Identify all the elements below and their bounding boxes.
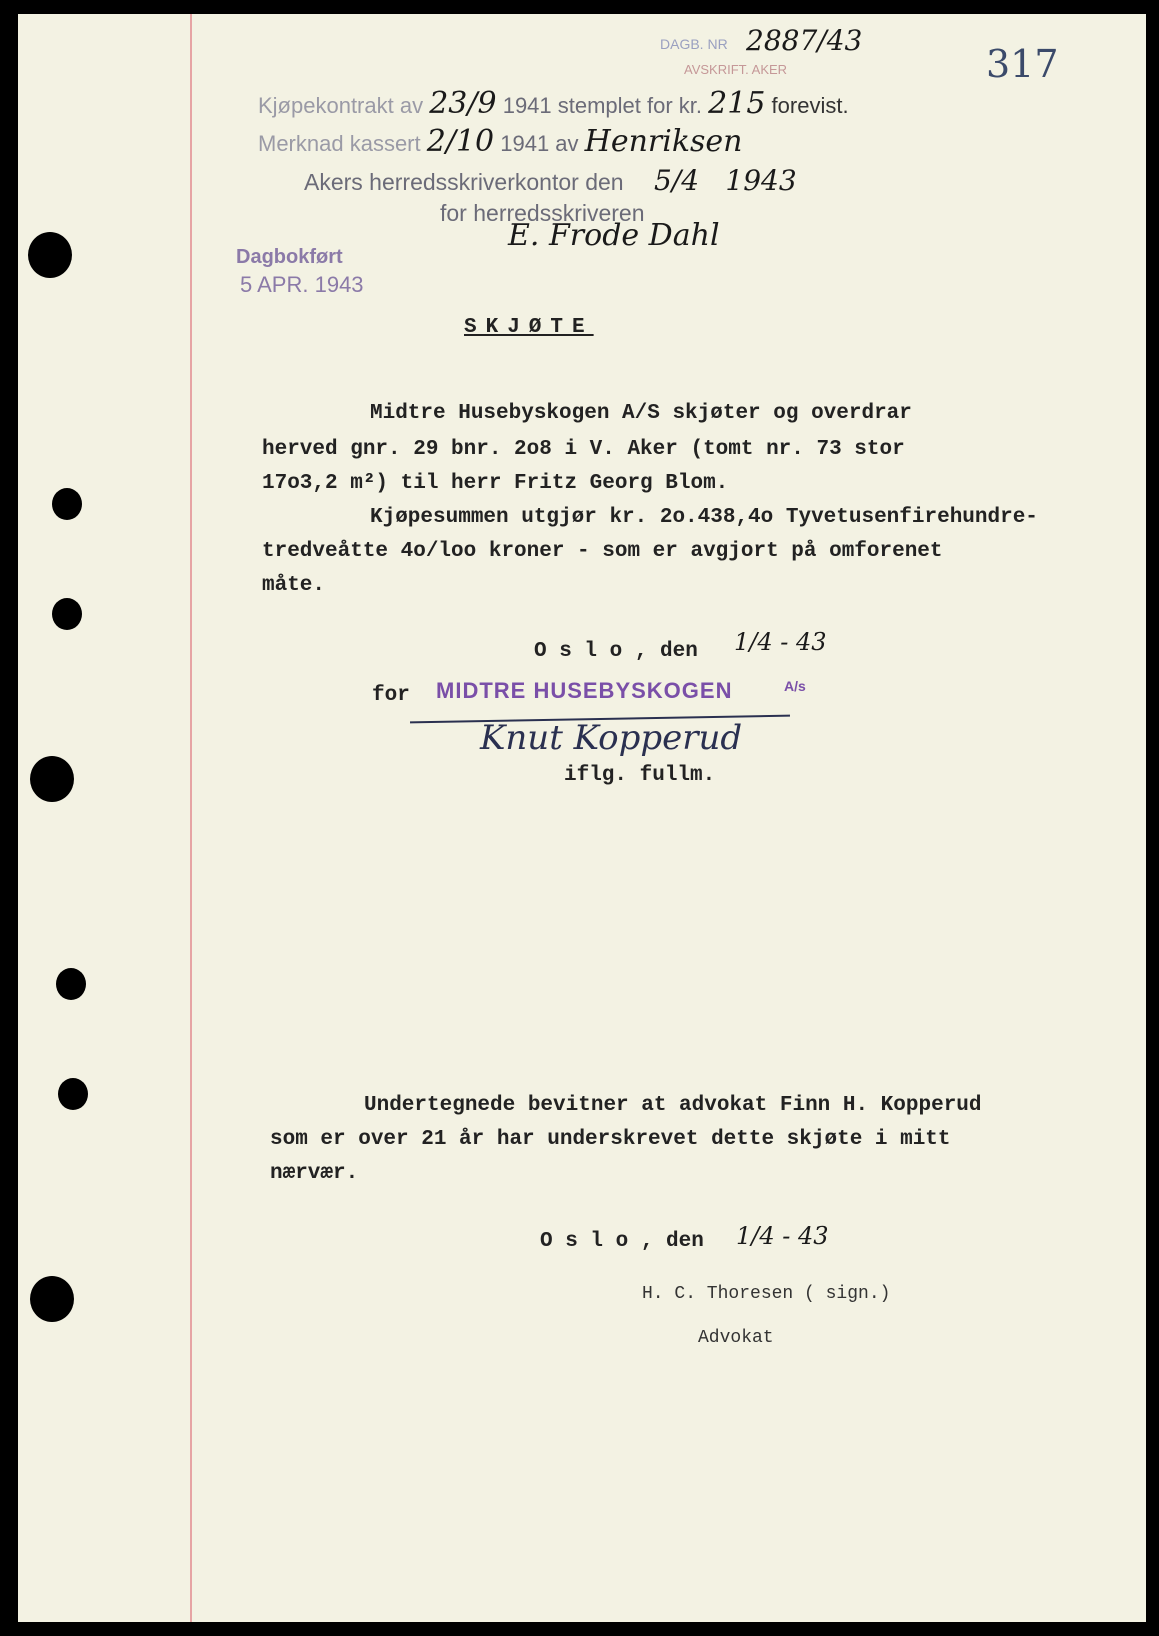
witness-line-3: nærvær. [270,1162,359,1185]
paragraph-1-line-2: herved gnr. 29 bnr. 2o8 i V. Aker (tomt nr. 73 stor [262,438,905,461]
punch-hole [30,756,74,802]
company-stamp-suffix: A/s [784,678,806,694]
document-title: SKJØTE [464,316,594,339]
paragraph-2-line-3: måte. [262,574,326,597]
registrar-signature: E. Frode Dahl [508,218,720,253]
dagbok-stamp-line-1: Dagbokført [236,246,343,268]
margin-line [190,14,192,1622]
punch-hole [58,1078,88,1110]
punch-hole [52,598,82,630]
place-date-2: O s l o , den [540,1230,704,1253]
header-line-1: Kjøpekontrakt av 23/9 1941 stemplet for kr. 215 forevist. [258,86,849,121]
paragraph-1-line-3: 17o3,2 m²) til herr Fritz Georg Blom. [262,472,729,495]
punch-hole [56,968,86,1000]
iflg-fullm: iflg. fullm. [564,764,716,787]
witness-title: Advokat [698,1328,774,1348]
company-signature: Knut Kopperud [480,718,743,758]
paragraph-2-line-2: tredveåtte 4o/loo kroner - som er avgjort på omforenet [262,540,943,563]
dagbok-number-stamp: DAGB. NR [660,36,728,52]
punch-hole [30,1276,74,1322]
punch-hole [52,488,82,520]
header-line-4: for herredsskriveren [440,200,645,226]
paragraph-1-line-1: Midtre Husebyskogen A/S skjøter og overdrar [370,402,912,425]
avskrift-stamp: AVSKRIFT. AKER [684,62,788,77]
place-date-1: O s l o , den [534,640,698,663]
signatory-for: for [372,684,410,707]
dagbok-number-handwritten: 2887/43 [746,24,863,57]
witness-name: H. C. Thoresen ( sign.) [642,1284,891,1304]
witness-line-2: som er over 21 år har underskrevet dette skjøte i mitt [270,1128,951,1151]
document-page [18,14,1146,1622]
punch-hole [28,232,72,278]
dagbok-stamp-date: 5 APR. 1943 [240,272,364,297]
header-line-2: Merknad kassert 2/10 1941 av Henriksen [258,124,743,159]
date-handwritten-1: 1/4 - 43 [734,628,827,656]
date-handwritten-2: 1/4 - 43 [736,1222,829,1250]
header-line-3: Akers herredsskriverkontor den 5/4 1943 [304,164,797,197]
company-stamp: MIDTRE HUSEBYSKOGEN [436,678,733,703]
witness-line-1: Undertegnede bevitner at advokat Finn H. Kopperud [364,1094,982,1117]
page-number: 317 [986,42,1059,86]
paragraph-2-line-1: Kjøpesummen utgjør kr. 2o.438,4o Tyvetusenfirehundre- [370,506,1038,529]
